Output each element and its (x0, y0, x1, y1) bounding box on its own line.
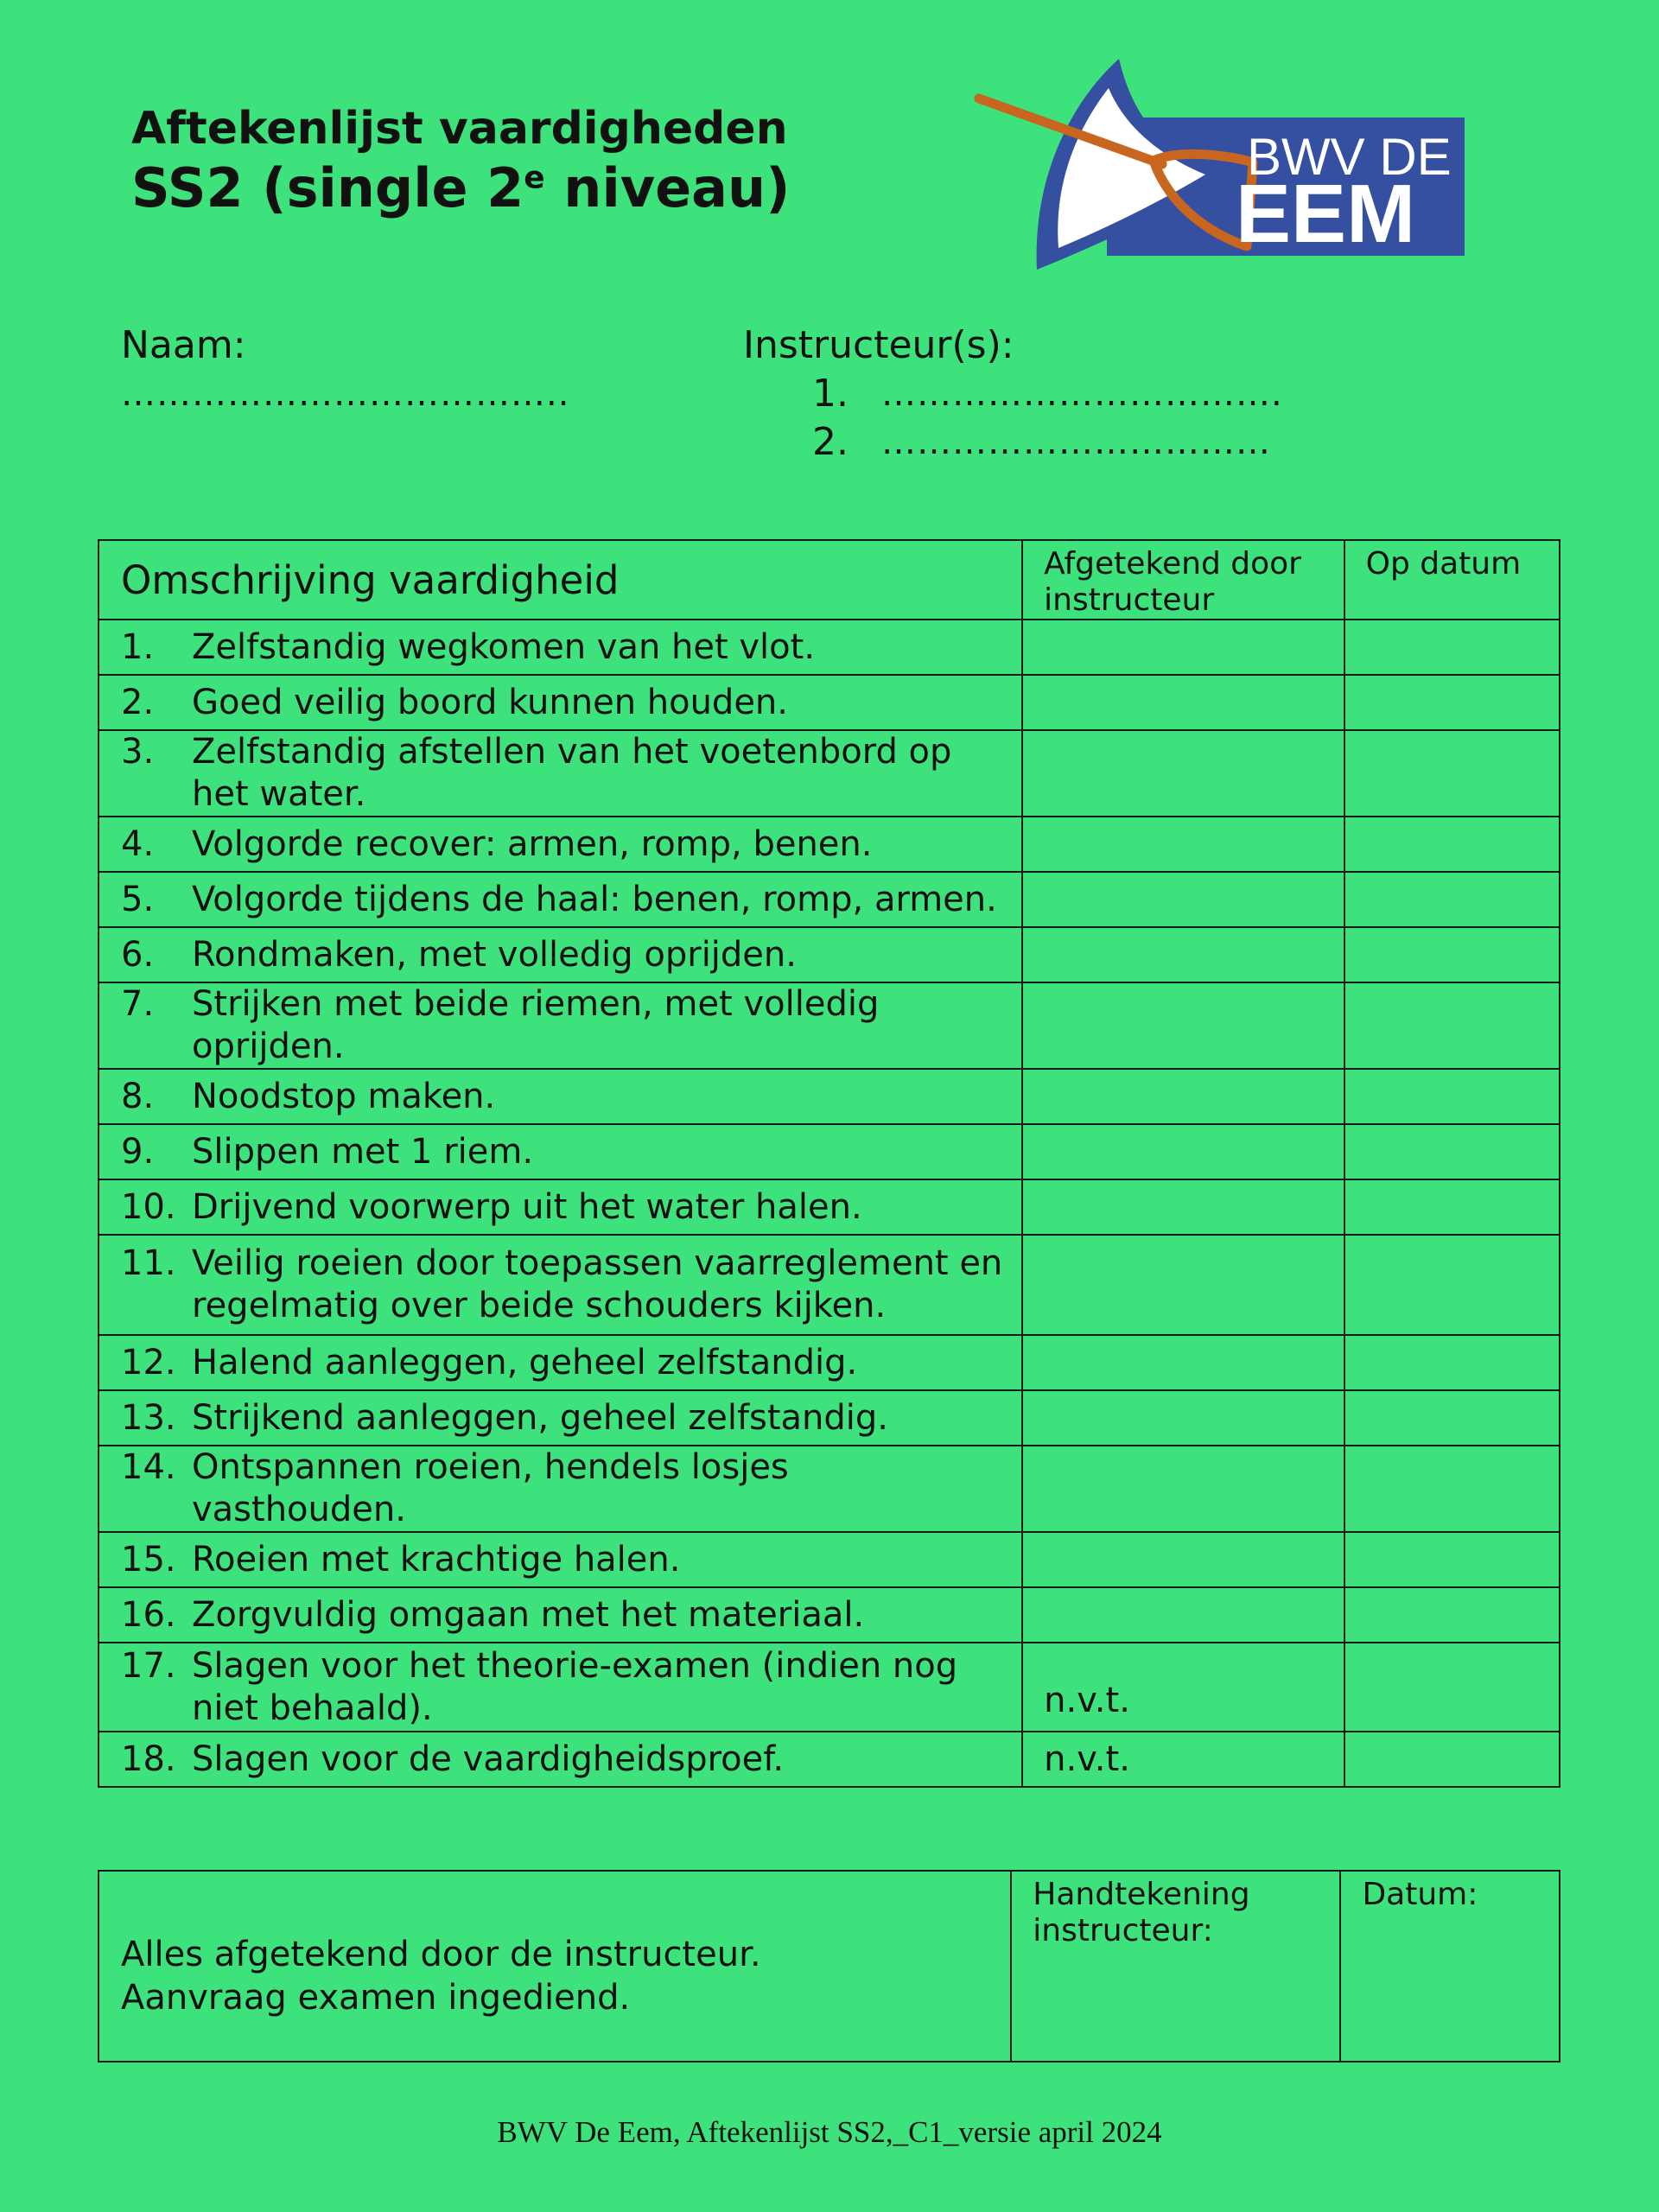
signed-cell[interactable] (1022, 927, 1344, 982)
table-row: 17. Slagen voor het theorie-examen (indien nog niet behaald). n.v.t. (99, 1643, 1560, 1732)
header-signed: Afgetekend door instructeur (1022, 540, 1344, 620)
date-cell[interactable] (1344, 1235, 1560, 1335)
date-cell[interactable] (1344, 1732, 1560, 1787)
skills-table (98, 539, 1560, 1788)
date-cell[interactable] (1344, 1390, 1560, 1446)
instructors-label: Instructeur(s): (743, 323, 1014, 367)
table-row: 16. Zorgvuldig omgaan met het materiaal. (99, 1587, 1560, 1643)
name-field (121, 321, 569, 418)
date-cell[interactable] (1344, 1643, 1560, 1732)
name-label: Naam: (121, 323, 246, 367)
table-row: 11. Veilig roeien door toepassen vaarreglement en regelmatig over beide schouders kijken. (99, 1235, 1560, 1335)
date-cell[interactable] (1344, 982, 1560, 1069)
sail-oar-icon (972, 54, 1469, 278)
title-line-2: SS2 (single 2e niveau) (131, 156, 791, 219)
table-header-row (99, 540, 1560, 620)
signoff-row (99, 1871, 1560, 2062)
signature-field[interactable]: Handtekening instructeur: (1011, 1871, 1340, 2062)
table-row: 5. Volgorde tijdens de haal: benen, romp, armen. (99, 872, 1560, 927)
signed-cell[interactable]: n.v.t. (1022, 1643, 1344, 1732)
table-row: 8. Noodstop maken. (99, 1069, 1560, 1124)
date-cell[interactable] (1344, 1069, 1560, 1124)
table-row: 18. Slagen voor de vaardigheidsproef. n.v.t. (99, 1732, 1560, 1787)
signed-cell[interactable] (1022, 730, 1344, 817)
signed-cell[interactable] (1022, 1587, 1344, 1643)
instructors-field (743, 321, 1283, 467)
signed-cell[interactable] (1022, 1446, 1344, 1532)
date-cell[interactable] (1344, 1587, 1560, 1643)
signed-cell[interactable] (1022, 1069, 1344, 1124)
signed-cell[interactable] (1022, 1235, 1344, 1335)
signed-cell[interactable] (1022, 1532, 1344, 1587)
table-row: 7. Strijken met beide riemen, met volledig oprijden. (99, 982, 1560, 1069)
table-row: 10. Drijvend voorwerp uit het water halen. (99, 1179, 1560, 1235)
table-row: 13. Strijkend aanleggen, geheel zelfstandig. (99, 1390, 1560, 1446)
date-cell[interactable] (1344, 1124, 1560, 1179)
date-cell[interactable] (1344, 620, 1560, 675)
name-dots: ……………………………….. (121, 374, 570, 414)
table-row: 14. Ontspannen roeien, hendels losjes vasthouden. (99, 1446, 1560, 1532)
instructor-line: 1. ……………………………. (812, 372, 1283, 416)
footer-text: BWV De Eem, Aftekenlijst SS2,_C1_versie april 2024 (497, 2115, 1162, 2149)
title-line-1: Aftekenlijst vaardigheden (131, 103, 788, 155)
signed-cell[interactable] (1022, 620, 1344, 675)
table-row: 3. Zelfstandig afstellen van het voetenbord op het water. (99, 730, 1560, 817)
logo-text-1: BWV DE (1247, 128, 1452, 186)
date-cell[interactable] (1344, 817, 1560, 872)
date-cell[interactable] (1344, 872, 1560, 927)
signed-cell[interactable] (1022, 982, 1344, 1069)
table-row: 12. Halend aanleggen, geheel zelfstandig. (99, 1335, 1560, 1390)
signed-cell[interactable] (1022, 872, 1344, 927)
signed-cell[interactable] (1022, 1390, 1344, 1446)
date-cell[interactable] (1344, 1446, 1560, 1532)
club-logo (972, 54, 1469, 278)
date-cell[interactable] (1344, 730, 1560, 817)
header-date: Op datum (1344, 540, 1560, 620)
signoff-table (98, 1870, 1560, 2063)
date-cell[interactable] (1344, 927, 1560, 982)
table-row: 4. Volgorde recover: armen, romp, benen. (99, 817, 1560, 872)
date-cell[interactable] (1344, 1179, 1560, 1235)
header-description: Omschrijving vaardigheid (99, 540, 1022, 620)
table-row: 9. Slippen met 1 riem. (99, 1124, 1560, 1179)
signoff-text: Alles afgetekend door de instructeur. Aanvraag examen ingediend. (99, 1871, 1011, 2062)
signed-cell[interactable] (1022, 817, 1344, 872)
table-row: 15. Roeien met krachtige halen. (99, 1532, 1560, 1587)
date-cell[interactable] (1344, 1335, 1560, 1390)
signed-cell[interactable] (1022, 1335, 1344, 1390)
document-title (131, 102, 790, 221)
table-row: 1. Zelfstandig wegkomen van het vlot. (99, 620, 1560, 675)
date-cell[interactable] (1344, 675, 1560, 730)
signed-cell[interactable] (1022, 1124, 1344, 1179)
signed-cell[interactable] (1022, 1179, 1344, 1235)
signed-cell[interactable] (1022, 675, 1344, 730)
table-row: 6. Rondmaken, met volledig oprijden. (99, 927, 1560, 982)
date-cell[interactable] (1344, 1532, 1560, 1587)
logo-text-2: EEM (1236, 168, 1416, 260)
signed-cell[interactable]: n.v.t. (1022, 1732, 1344, 1787)
table-row: 2. Goed veilig boord kunnen houden. (99, 675, 1560, 730)
signoff-date-field[interactable]: Datum: (1340, 1871, 1560, 2062)
instructor-line: 2. …………………………… (812, 420, 1271, 464)
